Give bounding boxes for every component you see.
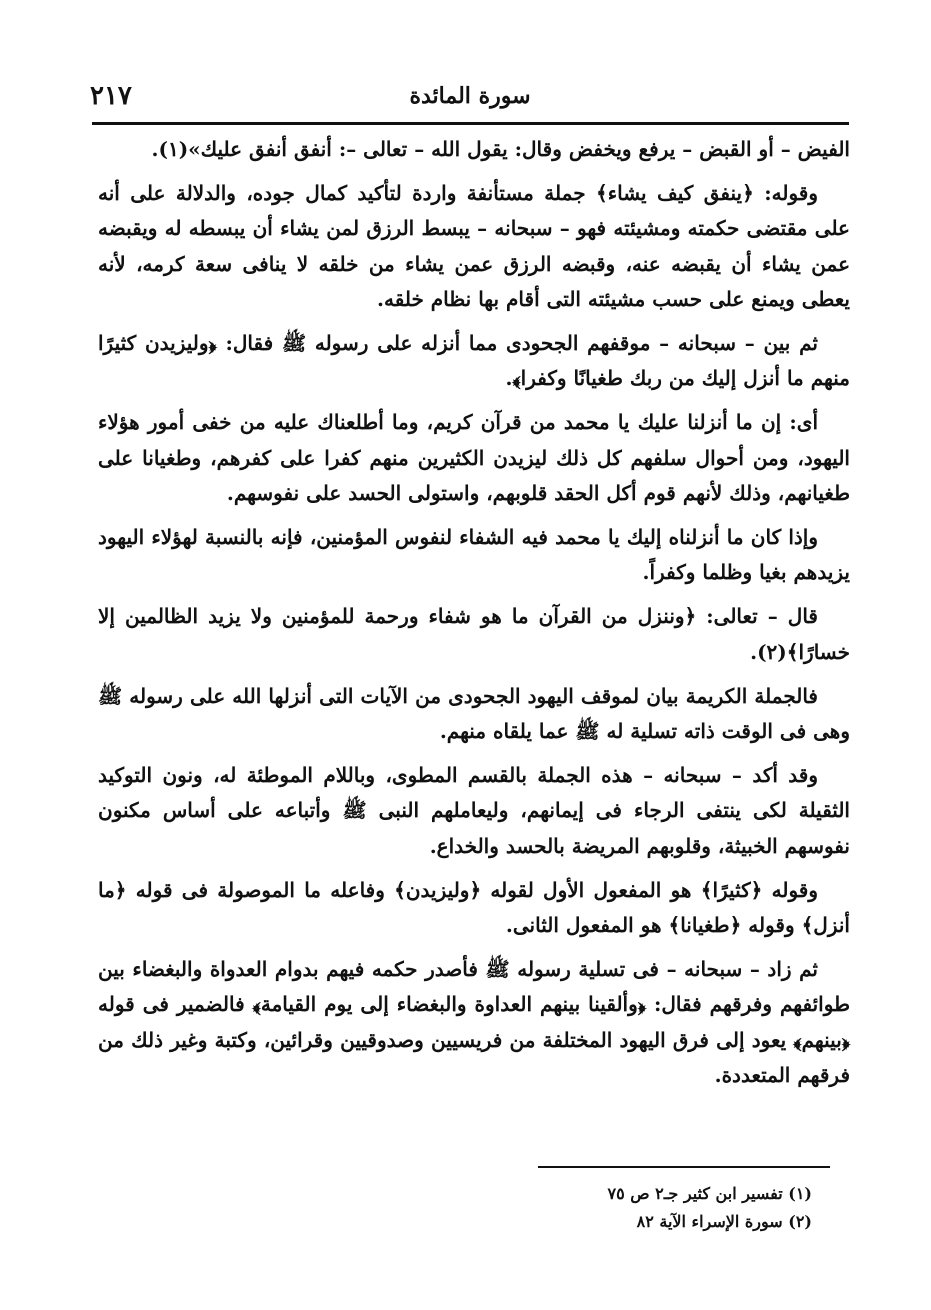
body-text <box>98 132 850 1102</box>
paragraph: وقوله: ﴿ينفق كيف يشاء﴾ جملة مستأنفة واردة لتأكيد كمال جوده، والدلالة على أنه على مقتضى حكمته ومشيئته فهو – سبحانه – يبسط الرزق لمن يشاء أن يبسطه له ويقبضه عمن يشاء أن يقبضه عنه، وقبضه الرزق عمن يشاء من خلقه لا ينافى سعة كرمه، لأنه يعطى ويمنع على حسب مشيئته التى أقام بها نظام خلقه. <box>98 181 850 311</box>
header-rule <box>92 122 849 125</box>
footnotes <box>540 1180 812 1236</box>
paragraph: وقوله ﴿كثيرًا﴾ هو المفعول الأول لقوله ﴿وليزيدن﴾ وفاعله ما الموصولة فى قوله ﴿ما أنزل﴾ وقوله ﴿طغيانا﴾ هو المفعول الثانى. <box>98 877 850 938</box>
footnote: (٢) سورة الإسراء الآية ٨٢ <box>636 1212 812 1231</box>
paragraph: وإذا كان ما أنزلناه إليك يا محمد فيه الشفاء لنفوس المؤمنين، فإنه بالنسبة لهؤلاء اليهود يزيدهم بغيا وظلما وكفراً. <box>98 525 850 585</box>
surah-title: سورة المائدة <box>409 83 531 109</box>
paragraph: ثم زاد – سبحانه – فى تسلية رسوله ﷺ فأصدر حكمه فيهم بدوام العدواة والبغضاء بين طوائفهم وفرقهم فقال: ﴿وألقينا بينهم العداوة والبغضاء إلى يوم القيامة﴾ فالضمير فى قوله ﴿بينهم﴾ يعود إلى فرق اليهود المختلفة من فريسيين وصدوقيين وقرائين، وكتبة وغير ذلك من فرقهم المتعددة. <box>98 957 850 1087</box>
paragraph: أى: إن ما أنزلنا عليك يا محمد من قرآن كريم، وما أطلعناك عليه من خفى أمور هؤلاء اليهود، ومن أحوال سلفهم كل ذلك ليزيدن الكثيرين منهم كفرا على كفرهم، وطغيانا على طغيانهم، وذلك لأنهم قوم أكل الحقد قلوبهم، واستولى الحسد على نفوسهم. <box>98 410 850 505</box>
paragraph: قال – تعالى: ﴿وننزل من القرآن ما هو شفاء ورحمة للمؤمنين ولا يزيد الظالمين إلا خسارًا﴾(٢). <box>98 604 850 664</box>
page-number: ٢١٧ <box>90 81 132 111</box>
paragraph: الفيض – أو القبض – يرفع ويخفض وقال: يقول الله – تعالى –: أنفق أنفق عليك»(١). <box>151 137 850 161</box>
paragraph: فالجملة الكريمة بيان لموقف اليهود الجحودى من الآيات التى أنزلها الله على رسوله ﷺ وهى فى الوقت ذاته تسلية له ﷺ عما يلقاه منهم. <box>98 683 850 744</box>
footnote: (١) تفسير ابن كثير جـ٢ ص ٧٥ <box>607 1184 812 1203</box>
page-header <box>90 72 850 120</box>
footnote-rule <box>538 1166 830 1168</box>
paragraph: وقد أكد – سبحانه – هذه الجملة بالقسم المطوى، وباللام الموطئة له، ونون التوكيد الثقيلة لكى ينتفى الرجاء فى إيمانهم، وليعاملهم النبى ﷺ وأتباعه على أساس مكنون نفوسهم الخبيثة، وقلوبهم المريضة بالحسد والخداع. <box>98 763 850 858</box>
paragraph: ثم بين – سبحانه – موقفهم الجحودى مما أنزله على رسوله ﷺ فقال: ﴿وليزيدن كثيرًا منهم ما أنزل إليك من ربك طغيانًا وكفرا﴾. <box>98 331 850 391</box>
